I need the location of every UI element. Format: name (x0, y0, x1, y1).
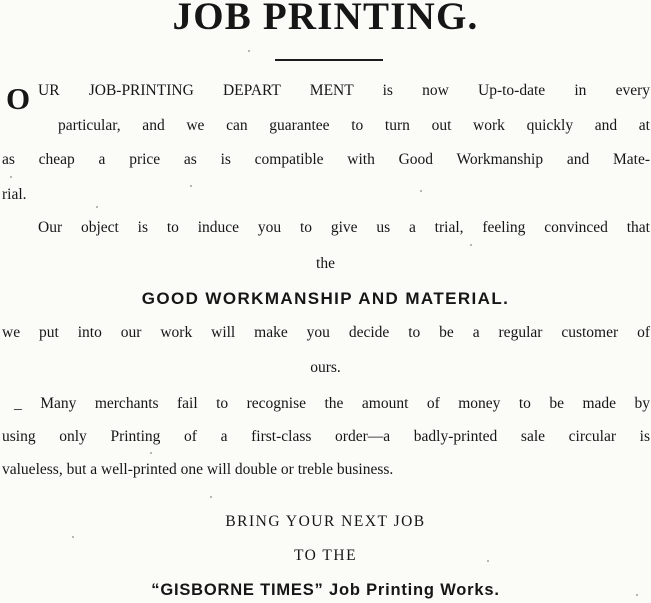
ink-speck (96, 206, 98, 208)
paragraph-3-line-1: we put into our work will make you decide to be a regular customer of (2, 324, 650, 341)
paragraph-3-line-2: ours. (310, 359, 341, 376)
closing-line-2: TO THE (293, 547, 358, 564)
ad-title: JOB PRINTING. (172, 0, 479, 38)
ink-speck (248, 50, 250, 52)
paragraph-4-line-3: valueless, but a well-printed one will double or treble business. (2, 461, 394, 478)
closing-line-1: BRING YOUR NEXT JOB (225, 513, 426, 530)
ink-speck (150, 452, 152, 454)
ink-speck (10, 176, 12, 178)
ink-speck (636, 594, 638, 596)
ink-speck (190, 185, 192, 187)
closing-line-3: “GISBORNE TIMES” Job Printing Works. (151, 581, 500, 599)
paragraph-1-line-3: as cheap a price as is compatible with Good Workmanship and Mate- (2, 151, 650, 168)
paragraph-2-line-1: Our object is to induce you to give us a trial, feeling convinced that (38, 219, 650, 236)
ink-speck (420, 190, 422, 192)
paragraph-2-line-2: the (316, 255, 335, 272)
ink-speck (72, 536, 74, 538)
drop-cap-letter: O (6, 81, 31, 116)
paragraph-1-line-1: UR JOB-PRINTING DEPART MENT is now Up-to-date in every (38, 82, 650, 99)
ink-speck (210, 496, 212, 498)
title-divider (275, 59, 383, 61)
section-heading: GOOD WORKMANSHIP AND MATERIAL. (141, 289, 510, 308)
ink-speck (487, 560, 489, 562)
paragraph-1-line-4: rial. (2, 186, 27, 203)
paragraph-1-line-2: particular, and we can guarantee to turn out work quickly and at (58, 117, 650, 134)
ink-speck (470, 244, 472, 246)
paragraph-4-line-1: _ Many merchants fail to recognise the amount of money to be made by (14, 395, 650, 412)
paragraph-4-line-2: using only Printing of a first-class order—a badly-printed sale circular is (2, 428, 650, 445)
